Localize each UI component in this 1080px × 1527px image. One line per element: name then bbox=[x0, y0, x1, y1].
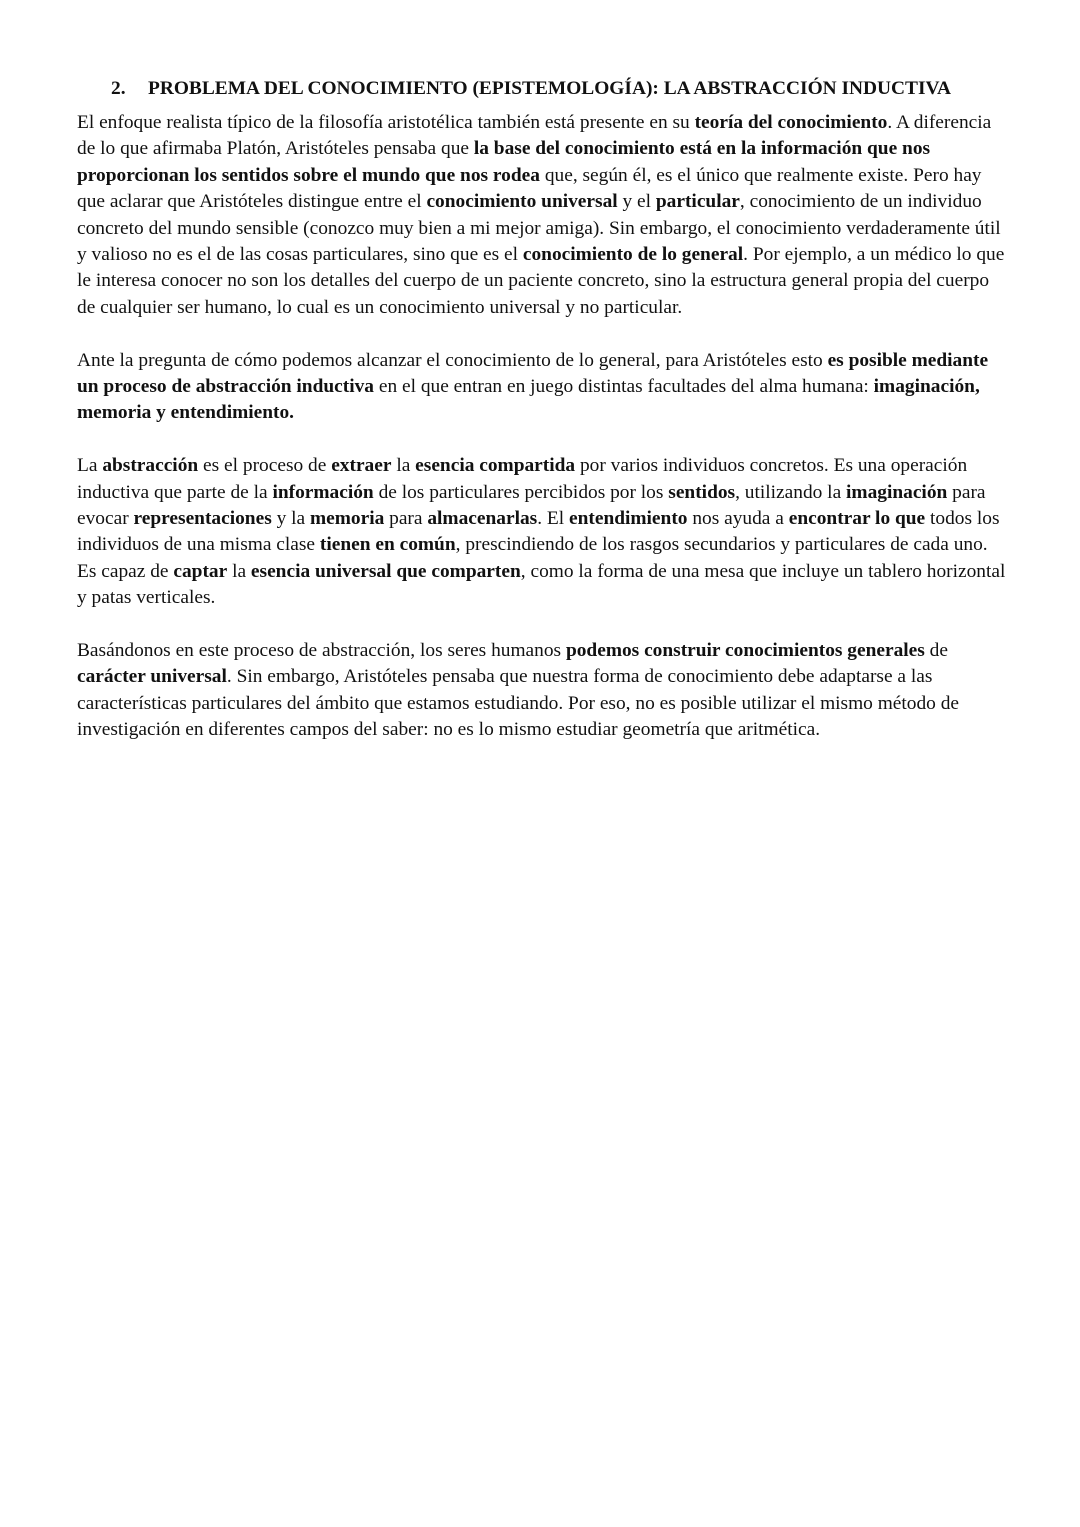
bold-text: esencia compartida bbox=[415, 455, 576, 477]
text-run: es el proceso de bbox=[198, 455, 332, 477]
text-run: y el bbox=[617, 191, 656, 213]
text-run: , utilizando la bbox=[735, 481, 847, 503]
text-run: y la bbox=[271, 508, 310, 530]
text-run: de los particulares percibidos por los bbox=[373, 481, 669, 503]
text-run: , conocimiento de un individuo concreto del mundo sensible (conozco muy bien a mi mejor amiga). Sin embargo, el conocimiento verdaderamente útil y valioso no es el de las cosas particulares, sino que es el bbox=[77, 191, 1001, 266]
text-run: La bbox=[77, 455, 103, 477]
text-run: Ante la pregunta de cómo podemos alcanzar el conocimiento de lo general, para Aristóteles esto bbox=[77, 349, 828, 371]
bold-text: tienen en común bbox=[319, 534, 456, 556]
bold-text: podemos construir conocimientos generales bbox=[565, 640, 925, 662]
paragraph-3 bbox=[77, 453, 1007, 611]
bold-text: representaciones bbox=[133, 508, 272, 530]
bold-text: teoría del conocimiento bbox=[694, 112, 888, 133]
section-title: PROBLEMA DEL CONOCIMIENTO (EPISTEMOLOGÍA): LA ABSTRACCIÓN INDUCTIVA bbox=[148, 78, 952, 99]
text-run: en el que entran en juego distintas facultades del alma humana: bbox=[374, 376, 874, 398]
bold-text: conocimiento universal bbox=[426, 191, 618, 213]
section-number: 2. bbox=[111, 78, 126, 99]
paragraph-2 bbox=[77, 348, 1007, 427]
bold-text: abstracción bbox=[102, 455, 199, 477]
bold-text: imaginación bbox=[846, 481, 948, 503]
bold-text: es posible mediante un proceso de abstracción inductiva bbox=[77, 349, 989, 398]
bold-text: particular bbox=[655, 191, 740, 213]
section-heading bbox=[111, 76, 1007, 102]
bold-text: conocimiento de lo general bbox=[522, 244, 744, 266]
text-run: por varios individuos concretos. Es una operación inductiva que parte de la bbox=[77, 455, 968, 503]
bold-text: encontrar lo que bbox=[788, 508, 926, 530]
paragraph-4 bbox=[77, 638, 1007, 744]
text-run: la bbox=[391, 455, 416, 477]
bold-text: información bbox=[272, 481, 374, 503]
bold-text: entendimiento bbox=[568, 508, 688, 530]
text-run: que, según él, es el único que realmente existe. Pero hay que aclarar que Aristóteles distingue entre el bbox=[77, 164, 982, 213]
bold-text: almacenarlas bbox=[427, 508, 538, 530]
document-page bbox=[77, 76, 1007, 770]
bold-text: esencia universal que comparten bbox=[250, 560, 521, 582]
text-run: nos ayuda a bbox=[687, 508, 789, 530]
text-run: , prescindiendo de los rasgos secundarios y particulares de cada uno. Es capaz de bbox=[77, 534, 988, 582]
bold-text: la base del conocimiento está en la información que nos proporcionan los sentidos sobre el mundo que nos rodea bbox=[77, 138, 931, 186]
bold-text: sentidos bbox=[668, 481, 736, 503]
text-run: Basándonos en este proceso de abstracción, los seres humanos bbox=[77, 640, 566, 662]
text-run: todos los individuos de una misma clase bbox=[77, 508, 1000, 556]
text-run: de bbox=[924, 640, 948, 662]
paragraph-1 bbox=[77, 110, 1007, 321]
bold-text: carácter universal bbox=[77, 666, 227, 688]
bold-text: memoria bbox=[309, 508, 385, 530]
text-run: para bbox=[384, 508, 428, 530]
bold-text: extraer bbox=[331, 455, 392, 477]
body-text bbox=[77, 110, 1007, 744]
text-run: . Sin embargo, Aristóteles pensaba que nuestra forma de conocimiento debe adaptarse a las características particulares del ámbito que estamos estudiando. Por eso, no es posible utilizar el mismo método de investigación en diferentes campos del saber: no es lo mismo estudiar geometría que aritmética. bbox=[77, 666, 960, 741]
bold-text: captar bbox=[173, 560, 228, 582]
text-run: . Por ejemplo, a un médico lo que le interesa conocer no son los detalles del cuerpo de un paciente concreto, sino la estructura general propia del cuerpo de cualquier ser humano, lo cual es un conocimiento universal y no particular. bbox=[77, 244, 1005, 318]
text-run: , como la forma de una mesa que incluye un tablero horizontal y patas verticales. bbox=[77, 560, 1006, 609]
text-run: . El bbox=[537, 508, 569, 530]
text-run: para evocar bbox=[77, 481, 986, 530]
text-run: . A diferencia de lo que afirmaba Platón, Aristóteles pensaba que bbox=[77, 112, 992, 160]
bold-text: imaginación, memoria y entendimiento. bbox=[77, 376, 980, 424]
text-run: El enfoque realista típico de la filosofía aristotélica también está presente en su bbox=[77, 112, 695, 133]
text-run: la bbox=[227, 560, 251, 582]
